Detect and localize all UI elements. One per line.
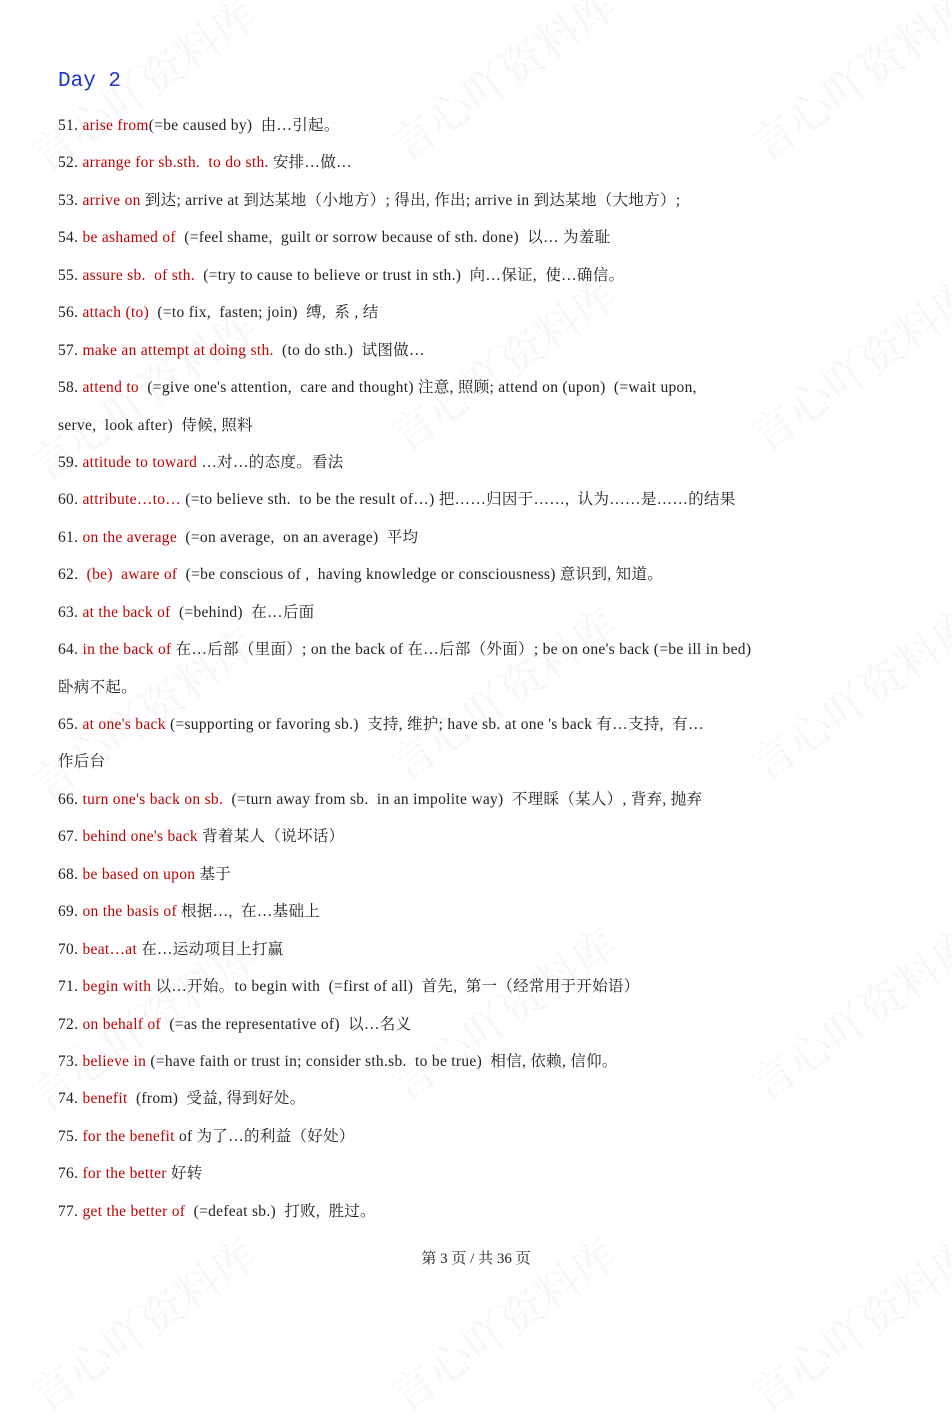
list-item — [58, 488, 918, 525]
phrase-definition: (=as the representative of) 以…名义 — [160, 1015, 412, 1033]
list-item — [58, 264, 918, 301]
phrase-term: be based on upon — [82, 865, 196, 883]
phrase-term: assure sb. of sth. — [82, 266, 195, 284]
phrase-term: beat…at — [82, 940, 138, 958]
phrase-term: believe in — [82, 1052, 147, 1070]
list-item — [58, 788, 918, 825]
phrase-definition: 安排…做… — [268, 154, 352, 172]
phrase-term: on the basis of — [82, 903, 177, 921]
list-item — [58, 1013, 918, 1050]
phrase-definition: …对…的态度。看法 — [197, 453, 344, 471]
item-number: 72. — [58, 1015, 79, 1033]
item-number: 67. — [58, 828, 79, 846]
phrase-term: at the back of — [82, 603, 171, 621]
item-number: 53. — [58, 191, 79, 209]
phrase-definition: (=have faith or trust in; consider sth.sb. to be true) 相信, 依赖, 信仰。 — [146, 1052, 618, 1070]
phrase-definition: (to do sth.) 试图做… — [273, 341, 425, 359]
item-number: 51. — [58, 117, 79, 134]
list-item — [58, 863, 918, 900]
list-item — [58, 451, 918, 488]
phrase-term: be ashamed of — [82, 229, 176, 247]
item-number: 77. — [58, 1202, 79, 1220]
item-number: 58. — [58, 379, 79, 397]
phrase-definition: 在…后部（里面）; on the back of 在…后部（外面）; be on one's back (=be ill in bed) — [171, 641, 752, 659]
list-item — [58, 151, 918, 188]
item-number: 69. — [58, 903, 79, 921]
phrase-definition: (=be conscious of , having knowledge or consciousness) 意识到, 知道。 — [177, 566, 664, 584]
phrase-term: for the benefit — [82, 1127, 175, 1145]
item-number: 64. — [58, 641, 79, 659]
list-item — [58, 638, 918, 675]
phrase-term: on the average — [82, 528, 178, 546]
phrase-list — [58, 114, 918, 1237]
item-number: 66. — [58, 790, 79, 808]
item-number: 61. — [58, 528, 79, 546]
phrase-definition: (=feel shame, guilt or sorrow because of sth. done) 以… 为羞耻 — [175, 229, 611, 247]
phrase-definition: (=give one's attention, care and thought) 注意, 照顾; attend on (upon) (=wait upon, — [138, 379, 697, 397]
list-item — [58, 601, 918, 638]
list-item — [58, 713, 918, 750]
list-item — [58, 1125, 918, 1162]
phrase-definition: (=behind) 在…后面 — [170, 603, 315, 621]
item-number: 57. — [58, 341, 79, 359]
list-item — [58, 900, 918, 937]
phrase-term: make an attempt at doing sth. — [82, 341, 274, 359]
page-footer: 第 3 页 / 共 36 页 — [421, 1251, 531, 1267]
list-item — [58, 938, 918, 975]
item-number: 62. — [58, 566, 79, 584]
list-item — [58, 339, 918, 376]
phrase-term: arrange for sb.sth. to do sth. — [82, 154, 269, 172]
page-title: Day 2 — [58, 70, 122, 93]
list-item — [58, 1162, 918, 1199]
phrase-definition: (=defeat sb.) 打败, 胜过。 — [185, 1202, 376, 1220]
item-number: 71. — [58, 978, 79, 996]
phrase-term: arise from — [82, 117, 149, 134]
list-item — [58, 1087, 918, 1124]
phrase-definition: 好转 — [166, 1165, 203, 1183]
item-number: 70. — [58, 940, 79, 958]
item-number: 74. — [58, 1090, 79, 1108]
phrase-term: attend to — [82, 379, 139, 397]
phrase-definition: (=supporting or favoring sb.) 支持, 维护; have sb. at one 's back 有…支持, 有… — [165, 716, 704, 733]
phrase-definition: 基于 — [195, 865, 232, 883]
item-number: 76. — [58, 1165, 79, 1183]
item-number: 54. — [58, 229, 79, 247]
item-number: 73. — [58, 1052, 79, 1070]
phrase-term: begin with — [82, 978, 152, 996]
list-item — [58, 563, 918, 600]
list-item — [58, 975, 918, 1012]
list-item — [58, 301, 918, 338]
phrase-term: attribute…to… — [82, 491, 182, 509]
phrase-term: attitude to toward — [82, 453, 198, 471]
phrase-definition: (=turn away from sb. in an impolite way) 不理睬（某人）, 背弃, 抛弃 — [223, 790, 703, 808]
list-item — [58, 226, 918, 263]
phrase-definition: of 为了…的利益（好处） — [174, 1127, 355, 1145]
list-item — [58, 825, 918, 862]
item-number: 55. — [58, 266, 79, 284]
phrase-term: turn one's back on sb. — [82, 790, 224, 808]
phrase-term: on behalf of — [82, 1015, 161, 1033]
list-item — [58, 1200, 918, 1237]
phrase-definition: (=try to cause to believe or trust in sth.) 向…保证, 使…确信。 — [194, 266, 625, 284]
phrase-definition: (=on average, on an average) 平均 — [177, 528, 419, 546]
phrase-definition: 在…运动项目上打赢 — [137, 940, 284, 958]
item-number: 63. — [58, 603, 79, 621]
list-item-continuation: 作后台 — [58, 753, 106, 771]
phrase-definition: 背着某人（说坏话） — [197, 828, 345, 846]
list-item — [58, 189, 918, 226]
phrase-term: arrive on — [82, 191, 141, 209]
list-item — [58, 376, 918, 413]
phrase-term: for the better — [82, 1165, 167, 1183]
phrase-definition: (=to fix, fasten; join) 缚, 系 , 结 — [149, 304, 379, 322]
list-item-continuation: 卧病不起。 — [58, 678, 138, 696]
list-item-continuation: serve, look after) 侍候, 照料 — [58, 416, 253, 434]
list-item — [58, 1050, 918, 1087]
item-number: 65. — [58, 716, 79, 733]
phrase-term: (be) aware of — [82, 566, 178, 584]
item-number: 75. — [58, 1127, 79, 1145]
item-number: 68. — [58, 865, 79, 883]
phrase-definition: 根据…, 在…基础上 — [176, 903, 321, 921]
phrase-definition: (=be caused by) 由…引起。 — [148, 117, 340, 134]
phrase-term: behind one's back — [82, 828, 198, 846]
list-item — [58, 114, 918, 151]
item-number: 60. — [58, 491, 79, 509]
item-number: 59. — [58, 453, 79, 471]
phrase-term: get the better of — [82, 1202, 186, 1220]
phrase-term: at one's back — [82, 716, 166, 733]
phrase-term: in the back of — [82, 641, 172, 659]
phrase-term: benefit — [82, 1090, 128, 1108]
phrase-definition: (from) 受益, 得到好处。 — [127, 1090, 306, 1108]
list-item — [58, 526, 918, 563]
item-number: 56. — [58, 304, 79, 322]
phrase-definition: (=to believe sth. to be the result of…) 把……归因于……, 认为……是……的结果 — [181, 491, 736, 509]
phrase-definition: 以…开始。to begin with (=first of all) 首先, 第一（经常用于开始语） — [151, 978, 640, 996]
phrase-term: attach (to) — [82, 304, 150, 322]
phrase-definition: 到达; arrive at 到达某地（小地方）; 得出, 作出; arrive in 到达某地（大地方）; — [140, 191, 681, 209]
item-number: 52. — [58, 154, 79, 172]
